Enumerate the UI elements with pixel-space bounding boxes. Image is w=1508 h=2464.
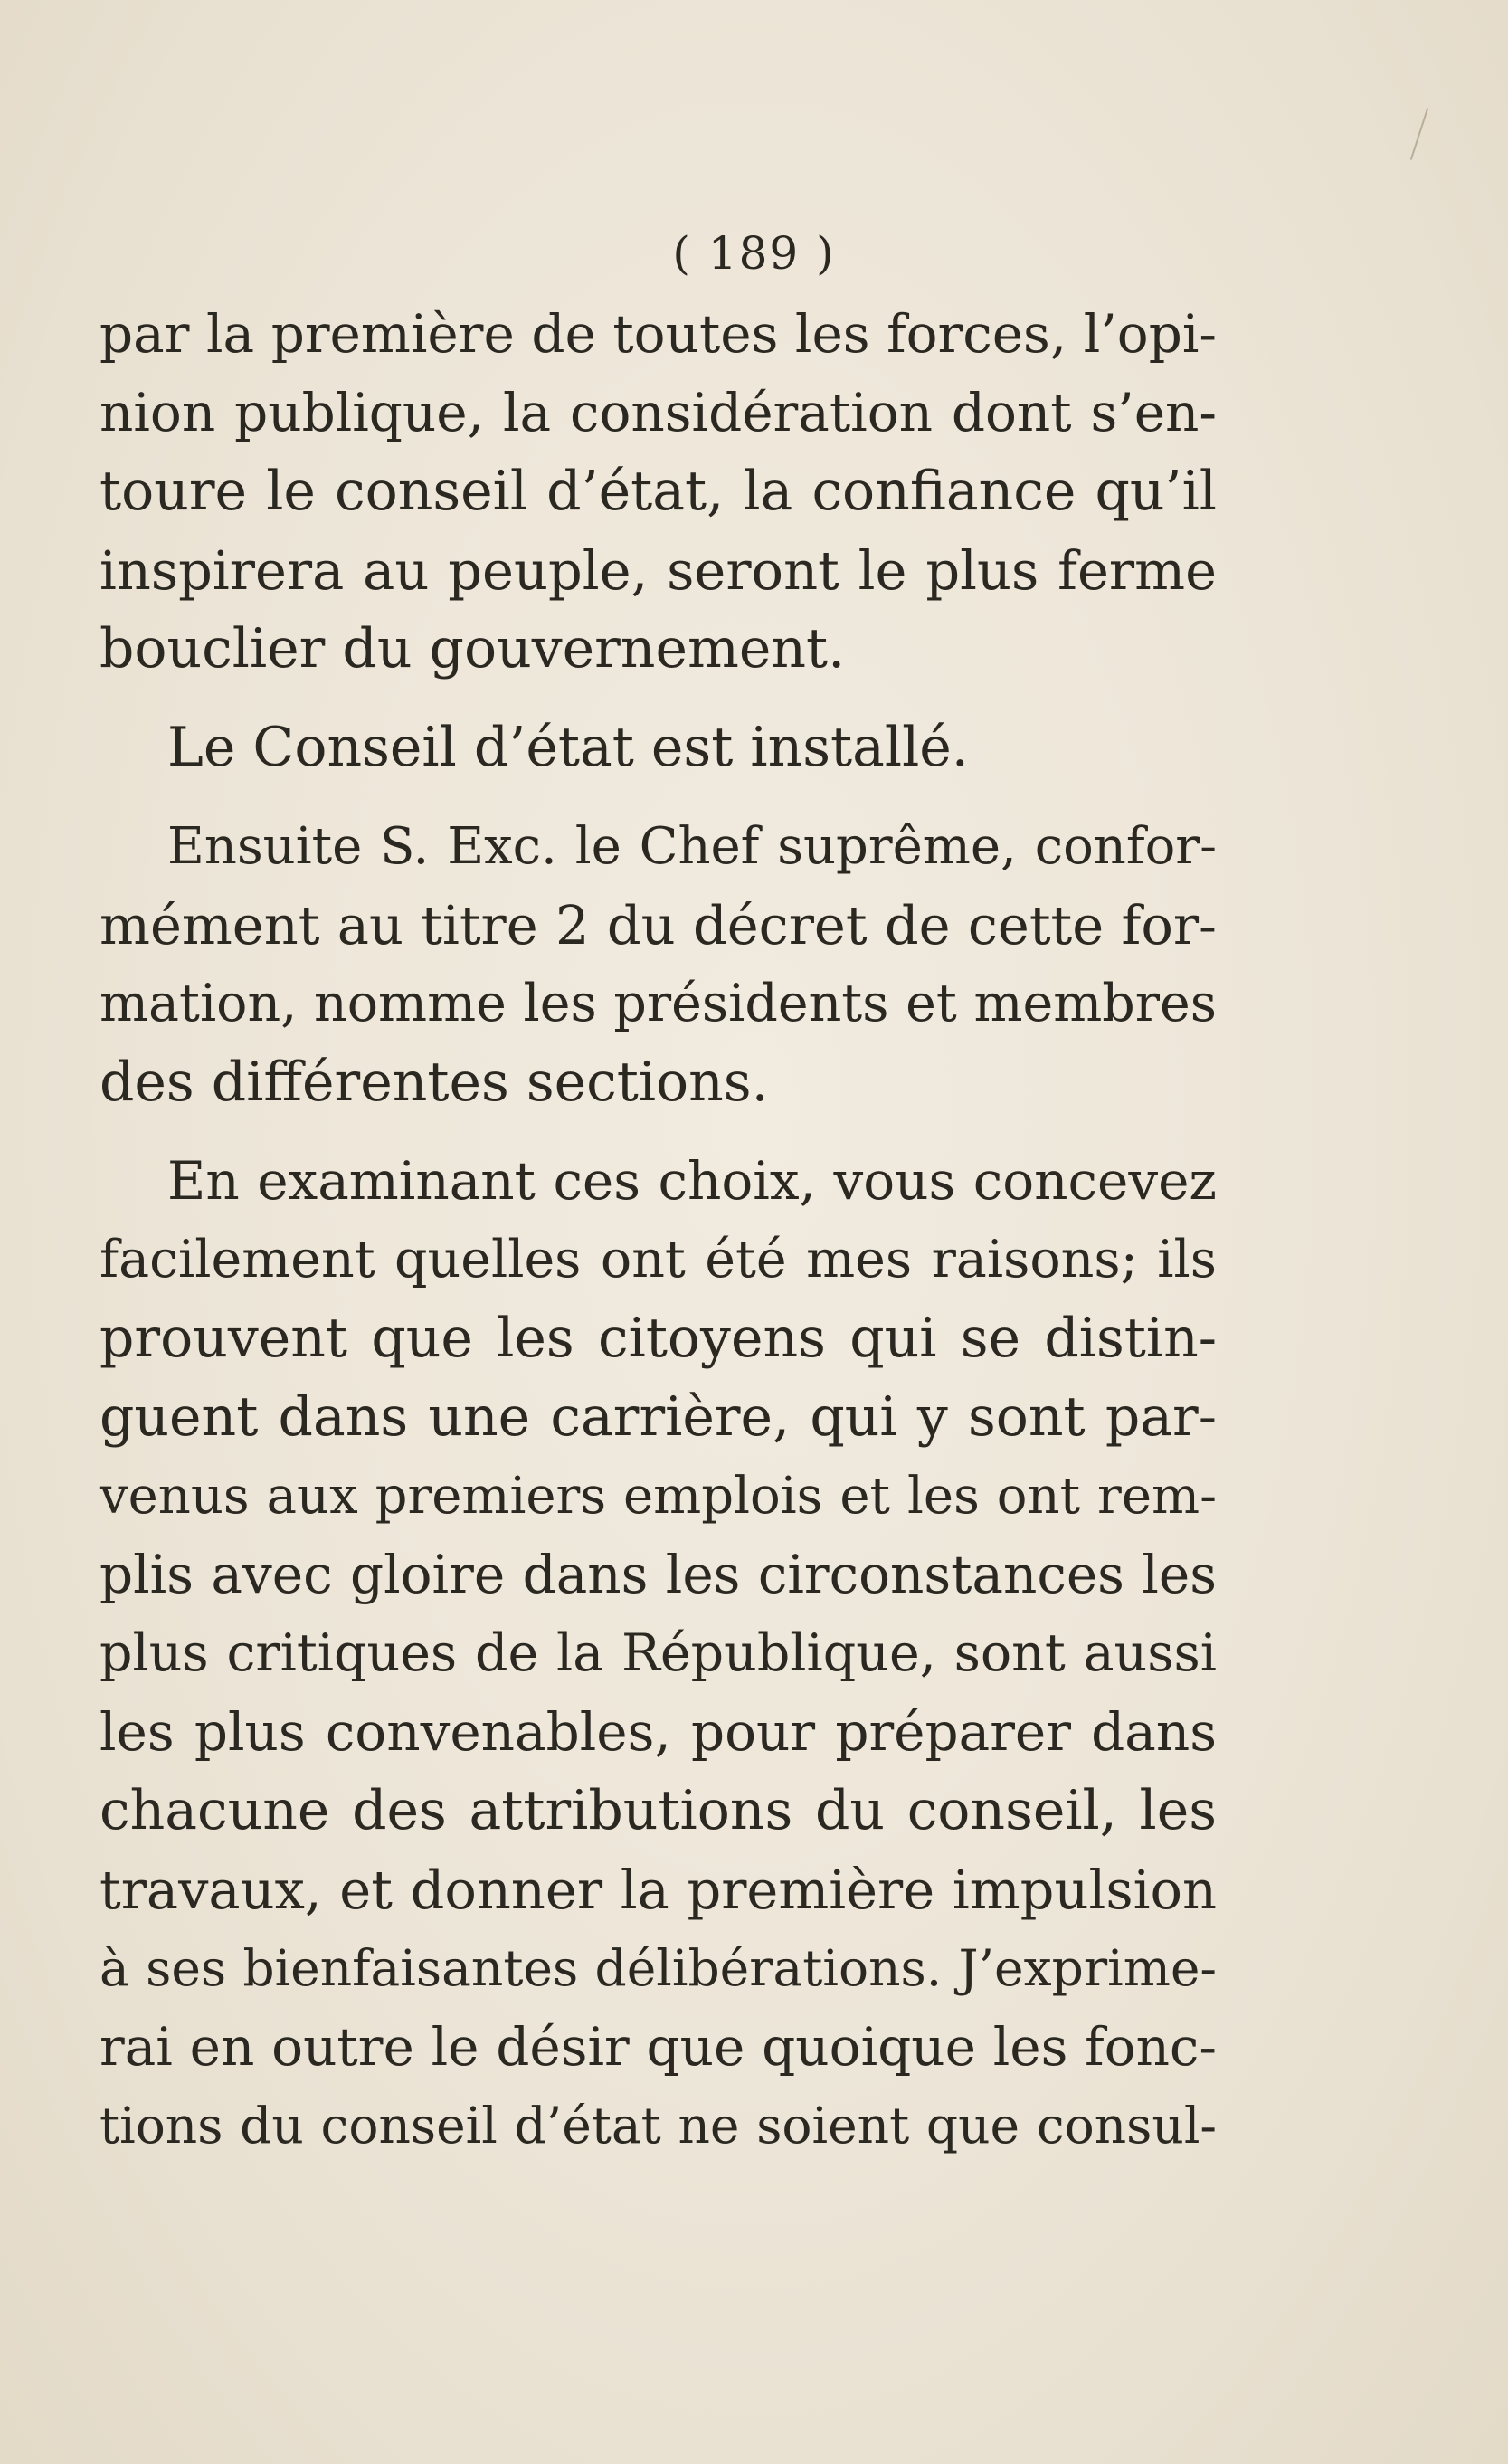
- text-line: des différentes sections.: [100, 1051, 769, 1114]
- text-line: En examinant ces choix, vous concevez: [167, 1150, 1217, 1212]
- paragraph-gap: [100, 1122, 1217, 1142]
- text-line: inspirera au peuple, seront le plus ferme: [100, 539, 1217, 602]
- paragraph-gap: [100, 689, 1217, 709]
- text-line: travaux, et donner la première impulsion: [100, 1859, 1217, 1921]
- text-line: plus critiques de la République, sont aussi: [100, 1623, 1217, 1683]
- text-line: facilement quelles ont été mes raisons; ils: [100, 1230, 1217, 1289]
- text-line: nion publique, la considération dont s’en-: [100, 382, 1217, 443]
- page-number: ( 189 ): [672, 227, 836, 280]
- text-line: toure le conseil d’état, la confiance qu’il: [100, 460, 1217, 523]
- body-text: [100, 295, 1217, 2165]
- paper-mark: [1410, 108, 1428, 160]
- text-line: plis avec gloire dans les circonstances les: [100, 1544, 1217, 1605]
- text-line: à ses bienfaisantes délibérations. J’exprime-: [100, 1939, 1217, 1997]
- text-line: tions du conseil d’état ne soient que consul-: [100, 2097, 1217, 2155]
- text-line: venus aux premiers emplois et les ont rem-: [100, 1467, 1217, 1526]
- text-line: les plus convenables, pour préparer dans: [100, 1701, 1217, 1763]
- text-line: mation, nomme les présidents et membres: [100, 974, 1217, 1033]
- text-line: chacune des attributions du conseil, les: [100, 1779, 1217, 1842]
- text-line: Le Conseil d’état est installé.: [167, 716, 969, 779]
- text-line: mément au titre 2 du décret de cette for-: [100, 894, 1217, 956]
- text-line: bouclier du gouvernement.: [100, 617, 846, 680]
- text-line: rai en outre le désir que quoique les fonc-: [100, 2016, 1217, 2078]
- text-line: prouvent que les citoyens qui se distin-: [100, 1307, 1217, 1370]
- text-line: guent dans une carrière, qui y sont par-: [100, 1385, 1217, 1449]
- text-line: par la première de toutes les forces, l’opi-: [100, 303, 1217, 365]
- paragraph-gap: [100, 787, 1217, 807]
- text-line: Ensuite S. Exc. le Chef suprême, confor-: [167, 817, 1217, 876]
